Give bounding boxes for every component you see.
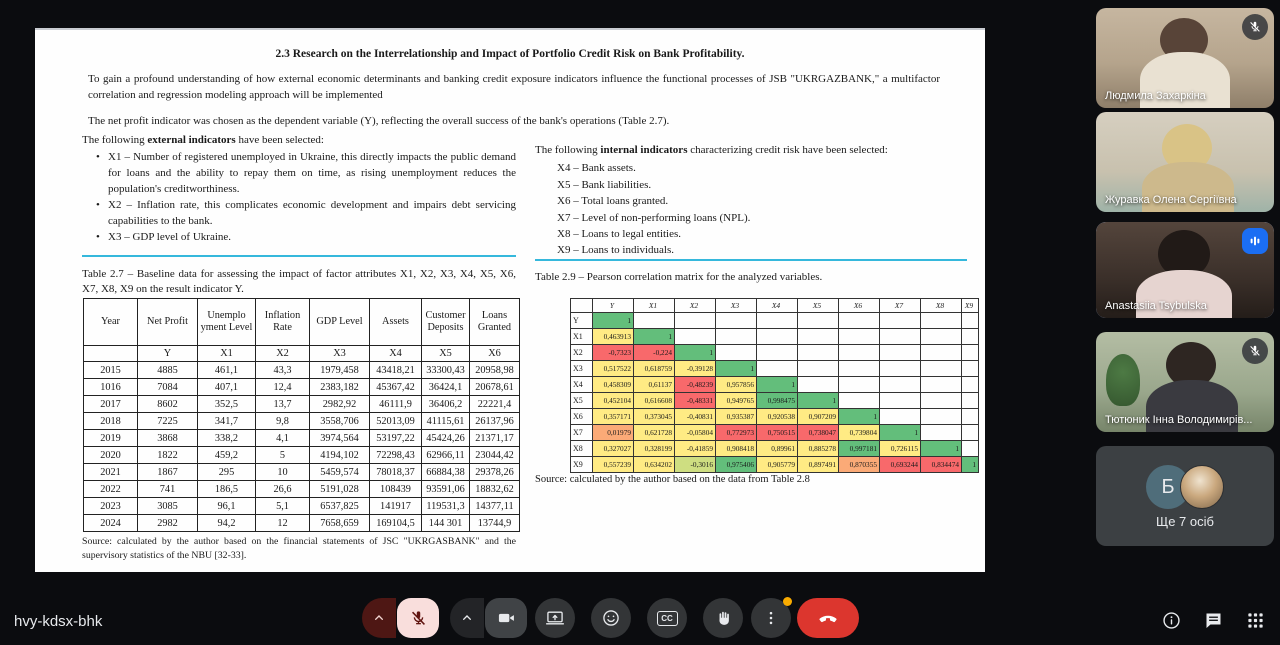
table27-cell: 12	[256, 515, 310, 532]
mic-toggle-button[interactable]	[397, 598, 439, 638]
table29-cell	[716, 329, 757, 345]
table27-cell: 20958,98	[470, 362, 520, 379]
table27-cell: 7084	[138, 379, 198, 396]
table27-cell: 43,3	[256, 362, 310, 379]
table29-cell: 1	[757, 377, 798, 393]
external-indicators-block	[82, 132, 516, 245]
internal-item-x6: X6 – Total loans granted.	[557, 195, 669, 208]
table29-cell: 0,834474	[921, 457, 962, 473]
notification-dot	[783, 597, 792, 606]
table29-cell	[880, 377, 921, 393]
table29-header-cell: X1	[634, 299, 675, 313]
table27-cell: 13744,9	[470, 515, 520, 532]
table29-cell: 0,998475	[757, 393, 798, 409]
table27-var-cell: Y	[138, 346, 198, 362]
table29-cell	[921, 361, 962, 377]
table29-cell: 0,357171	[593, 409, 634, 425]
table29-row-label: X7	[571, 425, 593, 441]
table29-cell: 0,01979	[593, 425, 634, 441]
table29-cell: 0,908418	[716, 441, 757, 457]
table29-cell: 0,89961	[757, 441, 798, 457]
table29-cell: 0,907209	[798, 409, 839, 425]
table29-cell: 0,616608	[634, 393, 675, 409]
table27-cell: 52013,09	[370, 413, 422, 430]
participant-tile-4[interactable]	[1096, 332, 1274, 432]
table27-cell: 66884,38	[422, 464, 470, 481]
mic-muted-icon	[1242, 14, 1268, 40]
table29-correlation-matrix	[570, 298, 979, 473]
table27-cell: 4194,102	[310, 447, 370, 464]
table29-row-label: X5	[571, 393, 593, 409]
table27-caption: Table 2.7 – Baseline data for assessing the impact of factor attributes X1, X2, X3, X4, X5, X6, X7, X8, X9 on the result indicator Y.	[82, 268, 516, 295]
table29-cell: 0,634202	[634, 457, 675, 473]
table27-var-cell: X2	[256, 346, 310, 362]
table27-cell: 4,1	[256, 430, 310, 447]
table27-cell: 5459,574	[310, 464, 370, 481]
table29-header-cell: X7	[880, 299, 921, 313]
table27-source: Source: calculated by the author based on the financial statements of JSC "UKRGASBANK" and the supervisory statistics of the NBU [32-33].	[82, 536, 516, 561]
table27-cell: 2383,182	[310, 379, 370, 396]
table29-cell	[921, 393, 962, 409]
table29-row-label: X6	[571, 409, 593, 425]
table29-cell: 0,905779	[757, 457, 798, 473]
external-indicators-heading: The following external indicators have been selected:	[82, 134, 324, 146]
camera-toggle-button[interactable]	[485, 598, 527, 638]
table29-cell	[921, 377, 962, 393]
table29-cell: 1	[880, 425, 921, 441]
internal-item-x5: X5 – Bank liabilities.	[557, 178, 652, 191]
table27-cell: 62966,11	[422, 447, 470, 464]
table29-cell	[839, 361, 880, 377]
table29-cell: 1	[634, 329, 675, 345]
table29-source: Source: calculated by the author based on the data from Table 2.8	[535, 474, 810, 485]
divider-line-right	[535, 259, 967, 261]
table27-cell: 26,6	[256, 481, 310, 498]
table29-caption: Table 2.9 – Pearson correlation matrix for the analyzed variables.	[535, 271, 823, 283]
table29-cell: 0,618759	[634, 361, 675, 377]
end-call-button[interactable]	[797, 598, 859, 638]
table27-header-cell: Net Profit	[138, 299, 198, 346]
participant-name: Журавка Олена Сергіївна	[1105, 194, 1237, 206]
table27-cell: 2022	[84, 481, 138, 498]
table27-header-cell: Unemplo yment Level	[198, 299, 256, 346]
table27-cell: 23044,42	[470, 447, 520, 464]
table29-cell: 0,975406	[716, 457, 757, 473]
table29-cell: 0,726115	[880, 441, 921, 457]
table27-head	[84, 299, 520, 362]
table27-cell: 141917	[370, 498, 422, 515]
table29-cell: 0,772973	[716, 425, 757, 441]
table29-head	[571, 299, 979, 313]
table27-cell: 9,8	[256, 413, 310, 430]
raise-hand-button[interactable]	[703, 598, 743, 638]
table29-cell	[675, 313, 716, 329]
doc-paragraph-2: The net profit indicator was chosen as the dependent variable (Y), reflecting the overall success of the bank's operations (Table 2.7).	[88, 115, 670, 127]
reactions-button[interactable]	[591, 598, 631, 638]
table27-var-cell: X6	[470, 346, 520, 362]
table27-var-cell: X3	[310, 346, 370, 362]
internal-item-x8: X8 – Loans to legal entities.	[557, 228, 682, 241]
table27-cell: 459,2	[198, 447, 256, 464]
table29-cell	[921, 409, 962, 425]
table29-cell: -0,05804	[675, 425, 716, 441]
table29-header-cell: X6	[839, 299, 880, 313]
table29-cell	[839, 377, 880, 393]
table29-cell: 0,885278	[798, 441, 839, 457]
table29-cell: 0,621728	[634, 425, 675, 441]
meeting-code: hvy-kdsx-bhk	[14, 613, 103, 630]
table29-cell	[716, 313, 757, 329]
table29-row-label: X9	[571, 457, 593, 473]
table27-var-cell: X5	[422, 346, 470, 362]
table27-header-cell: GDP Level	[310, 299, 370, 346]
table29-cell: 0,738047	[798, 425, 839, 441]
table27-cell: 5191,028	[310, 481, 370, 498]
table29-cell: 0,739804	[839, 425, 880, 441]
table27-cell: 5	[256, 447, 310, 464]
table27-cell: 338,2	[198, 430, 256, 447]
table27-cell: 6537,825	[310, 498, 370, 515]
table27-cell: 352,5	[198, 396, 256, 413]
table27-cell: 2982,92	[310, 396, 370, 413]
table27-cell: 295	[198, 464, 256, 481]
table27-cell: 33300,43	[422, 362, 470, 379]
more-avatars	[1096, 464, 1274, 510]
table29-cell	[962, 329, 979, 345]
table27-cell: 1822	[138, 447, 198, 464]
table29-cell: 1	[675, 345, 716, 361]
speaking-audio-icon	[1242, 228, 1268, 254]
table29-cell	[962, 425, 979, 441]
table29-cell	[962, 441, 979, 457]
table29-row-label: X2	[571, 345, 593, 361]
table27-var-cell	[84, 346, 138, 362]
table29-cell	[962, 313, 979, 329]
participant-tile-1[interactable]	[1096, 8, 1274, 108]
table29-cell	[880, 345, 921, 361]
table29-cell	[757, 329, 798, 345]
table29-cell	[962, 409, 979, 425]
table29-cell: 1	[798, 393, 839, 409]
table27-header-cell: Loans Granted	[470, 299, 520, 346]
table29-header-cell: X3	[716, 299, 757, 313]
table29-cell	[880, 393, 921, 409]
table29-cell: -0,48239	[675, 377, 716, 393]
avatar-letter: Б	[1146, 465, 1190, 509]
camera-options-chevron[interactable]	[450, 598, 484, 638]
table29-cell: 0,870355	[839, 457, 880, 473]
table29-cell: 1	[593, 313, 634, 329]
table27-body	[84, 362, 520, 532]
table29-header-cell: X8	[921, 299, 962, 313]
table27-cell: 119531,3	[422, 498, 470, 515]
table29-cell	[880, 313, 921, 329]
table27-cell: 3558,706	[310, 413, 370, 430]
table27-cell: 1016	[84, 379, 138, 396]
plant-decoration	[1106, 354, 1140, 406]
apps-grid-button[interactable]	[1242, 607, 1268, 633]
table27-header-cell: Inflation Rate	[256, 299, 310, 346]
table29-cell	[757, 361, 798, 377]
table27-cell: 21371,17	[470, 430, 520, 447]
table27-cell: 43418,21	[370, 362, 422, 379]
table27-cell: 4885	[138, 362, 198, 379]
table29-cell	[798, 329, 839, 345]
table27-cell: 2017	[84, 396, 138, 413]
table29-cell: 1	[921, 441, 962, 457]
table29-cell	[839, 393, 880, 409]
more-participants-label: Ще 7 осіб	[1156, 514, 1214, 529]
table27-cell: 53197,22	[370, 430, 422, 447]
avatar-photo	[1180, 465, 1224, 509]
table29-cell: 1	[962, 457, 979, 473]
mic-muted-icon	[1242, 338, 1268, 364]
table27-cell: 45424,26	[422, 430, 470, 447]
table29-cell	[962, 345, 979, 361]
table29-header-cell	[571, 299, 593, 313]
table29-cell: 1	[716, 361, 757, 377]
table27-cell: 96,1	[198, 498, 256, 515]
internal-indicators-heading: The following internal indicators characterizing credit risk have been selected:	[535, 144, 888, 156]
table29-cell	[716, 345, 757, 361]
table29-cell: -0,3016	[675, 457, 716, 473]
table29-cell: -0,48331	[675, 393, 716, 409]
participant-tile-3[interactable]	[1096, 222, 1274, 318]
table29-cell: 0,557239	[593, 457, 634, 473]
external-item-x3: • X3 – GDP level of Ukraine.	[82, 229, 516, 245]
internal-item-x9: X9 – Loans to individuals.	[557, 244, 675, 257]
table29-body	[571, 313, 979, 473]
divider-line-left	[82, 255, 516, 257]
table29-cell	[675, 329, 716, 345]
shared-screen	[35, 28, 985, 572]
table29-cell: 0,693244	[880, 457, 921, 473]
table27-cell: 461,1	[198, 362, 256, 379]
table29-cell	[839, 345, 880, 361]
internal-indicators-block	[535, 142, 967, 259]
table29-cell: 0,458309	[593, 377, 634, 393]
table29-cell: -0,40831	[675, 409, 716, 425]
table27-cell: 36424,1	[422, 379, 470, 396]
table29-cell: -0,41859	[675, 441, 716, 457]
table27-cell: 46111,9	[370, 396, 422, 413]
table29-header-cell: X5	[798, 299, 839, 313]
table29-cell	[839, 313, 880, 329]
table29-cell	[921, 313, 962, 329]
doc-title: 2.3 Research on the Interrelationship and Impact of Portfolio Credit Risk on Bank Profitability.	[275, 48, 745, 60]
table29-cell	[962, 393, 979, 409]
table27-cell: 45367,42	[370, 379, 422, 396]
table27-cell: 2018	[84, 413, 138, 430]
table27-cell: 3085	[138, 498, 198, 515]
table29-cell: 0,373045	[634, 409, 675, 425]
table29-cell	[962, 377, 979, 393]
table27-header-cell: Year	[84, 299, 138, 346]
table29-cell	[880, 361, 921, 377]
table27-cell: 144 301	[422, 515, 470, 532]
table27-cell: 94,2	[198, 515, 256, 532]
table29-cell	[839, 329, 880, 345]
table29-cell: 0,61137	[634, 377, 675, 393]
table29-cell: 0,897491	[798, 457, 839, 473]
captions-button[interactable]	[647, 598, 687, 638]
table27-cell: 22221,4	[470, 396, 520, 413]
table29-cell: 0,327027	[593, 441, 634, 457]
table29-row-label: X3	[571, 361, 593, 377]
table29-row-label: X1	[571, 329, 593, 345]
table27-var-cell: X1	[198, 346, 256, 362]
table29-cell	[921, 425, 962, 441]
table27-cell: 3868	[138, 430, 198, 447]
table29-row-label: X4	[571, 377, 593, 393]
table27-cell: 2023	[84, 498, 138, 515]
table27-header-cell: Customer Deposits	[422, 299, 470, 346]
table29-cell	[921, 345, 962, 361]
table27-cell: 78018,37	[370, 464, 422, 481]
table29-header-cell: Y	[593, 299, 634, 313]
table29-cell	[880, 329, 921, 345]
table29-cell: 0,957856	[716, 377, 757, 393]
table27-cell: 341,7	[198, 413, 256, 430]
table27-cell: 8602	[138, 396, 198, 413]
table27-cell: 2019	[84, 430, 138, 447]
table27-cell: 41115,61	[422, 413, 470, 430]
table29-cell	[798, 377, 839, 393]
table29-cell	[798, 313, 839, 329]
table27-cell: 2024	[84, 515, 138, 532]
meeting-details-button[interactable]	[1158, 607, 1184, 633]
table29-cell: -0,224	[634, 345, 675, 361]
table27-cell: 14377,11	[470, 498, 520, 515]
table27-cell: 2015	[84, 362, 138, 379]
table29-cell: -0,7323	[593, 345, 634, 361]
table27-cell: 93591,06	[422, 481, 470, 498]
table29-cell: 0,750515	[757, 425, 798, 441]
table29-cell	[757, 345, 798, 361]
table27-cell: 7225	[138, 413, 198, 430]
table29-header-cell: X4	[757, 299, 798, 313]
table27-cell: 169104,5	[370, 515, 422, 532]
table29-cell	[798, 345, 839, 361]
table27-cell: 5,1	[256, 498, 310, 515]
table29-cell	[634, 313, 675, 329]
table29-cell: 0,949765	[716, 393, 757, 409]
table27-cell: 1979,458	[310, 362, 370, 379]
table27-cell: 12,4	[256, 379, 310, 396]
chat-button[interactable]	[1200, 607, 1226, 633]
table29-cell	[921, 329, 962, 345]
table29-cell	[962, 361, 979, 377]
table27-cell: 186,5	[198, 481, 256, 498]
table27-cell: 10	[256, 464, 310, 481]
table27-cell: 2020	[84, 447, 138, 464]
table27-cell: 407,1	[198, 379, 256, 396]
participant-tile-2[interactable]	[1096, 112, 1274, 212]
mic-options-chevron[interactable]	[362, 598, 396, 638]
more-participants-tile[interactable]	[1096, 446, 1274, 546]
table27-cell: 18832,62	[470, 481, 520, 498]
table27-cell: 108439	[370, 481, 422, 498]
cc-icon: CC	[657, 611, 678, 626]
external-item-x1: • X1 – Number of registered unemployed in Ukraine, this directly impacts the public demand for loans and the ability to repay them on time, as rising unemployment reduces the population's creditworthiness.	[82, 149, 516, 197]
table27-header-cell: Assets	[370, 299, 422, 346]
table29-cell: 0,935387	[716, 409, 757, 425]
participant-name: Anastasiia Tsybulska	[1105, 300, 1207, 312]
table29-cell: -0,39128	[675, 361, 716, 377]
table27-var-cell: X4	[370, 346, 422, 362]
table27-cell: 1867	[138, 464, 198, 481]
present-screen-button[interactable]	[535, 598, 575, 638]
table27	[83, 298, 520, 532]
table29-cell	[880, 409, 921, 425]
table27-cell: 13,7	[256, 396, 310, 413]
internal-item-x7: X7 – Level of non-performing loans (NPL).	[557, 211, 751, 224]
table29-cell: 0,328199	[634, 441, 675, 457]
table29-row-label: X8	[571, 441, 593, 457]
table27-cell: 741	[138, 481, 198, 498]
table27-cell: 29378,26	[470, 464, 520, 481]
external-item-x2: • X2 – Inflation rate, this complicates economic development and impairs debt servicing capabilities to the bank.	[82, 197, 516, 229]
table27-cell: 36406,2	[422, 396, 470, 413]
table27-cell: 2982	[138, 515, 198, 532]
table29-header-cell: X2	[675, 299, 716, 313]
table29-cell: 0,517522	[593, 361, 634, 377]
table29-cell	[757, 313, 798, 329]
table29-header-cell: X9	[962, 299, 979, 313]
participant-name: Тютюник Інна Володимирів...	[1105, 414, 1253, 426]
table29-cell: 0,997181	[839, 441, 880, 457]
table27-cell: 2021	[84, 464, 138, 481]
table27-cell: 26137,96	[470, 413, 520, 430]
participant-name: Людмила Захаркіна	[1105, 90, 1206, 102]
internal-item-x4: X4 – Bank assets.	[557, 162, 636, 175]
table29-cell	[798, 361, 839, 377]
bottom-bar	[0, 597, 1280, 645]
table29-cell: 0,452104	[593, 393, 634, 409]
table29-row-label: Y	[571, 313, 593, 329]
table29-cell: 0,463913	[593, 329, 634, 345]
table29-cell: 0,920538	[757, 409, 798, 425]
table27-cell: 72298,43	[370, 447, 422, 464]
table27-cell: 3974,564	[310, 430, 370, 447]
table27-cell: 7658,659	[310, 515, 370, 532]
table29-cell: 1	[839, 409, 880, 425]
doc-paragraph-1: To gain a profound understanding of how external economic determinants and banking credit exposure indicators influence the functional processes of JSB "UKRGAZBANK," a multifactor correlation and regression modeling approach will be implemented	[88, 73, 940, 101]
table27-cell: 20678,61	[470, 379, 520, 396]
